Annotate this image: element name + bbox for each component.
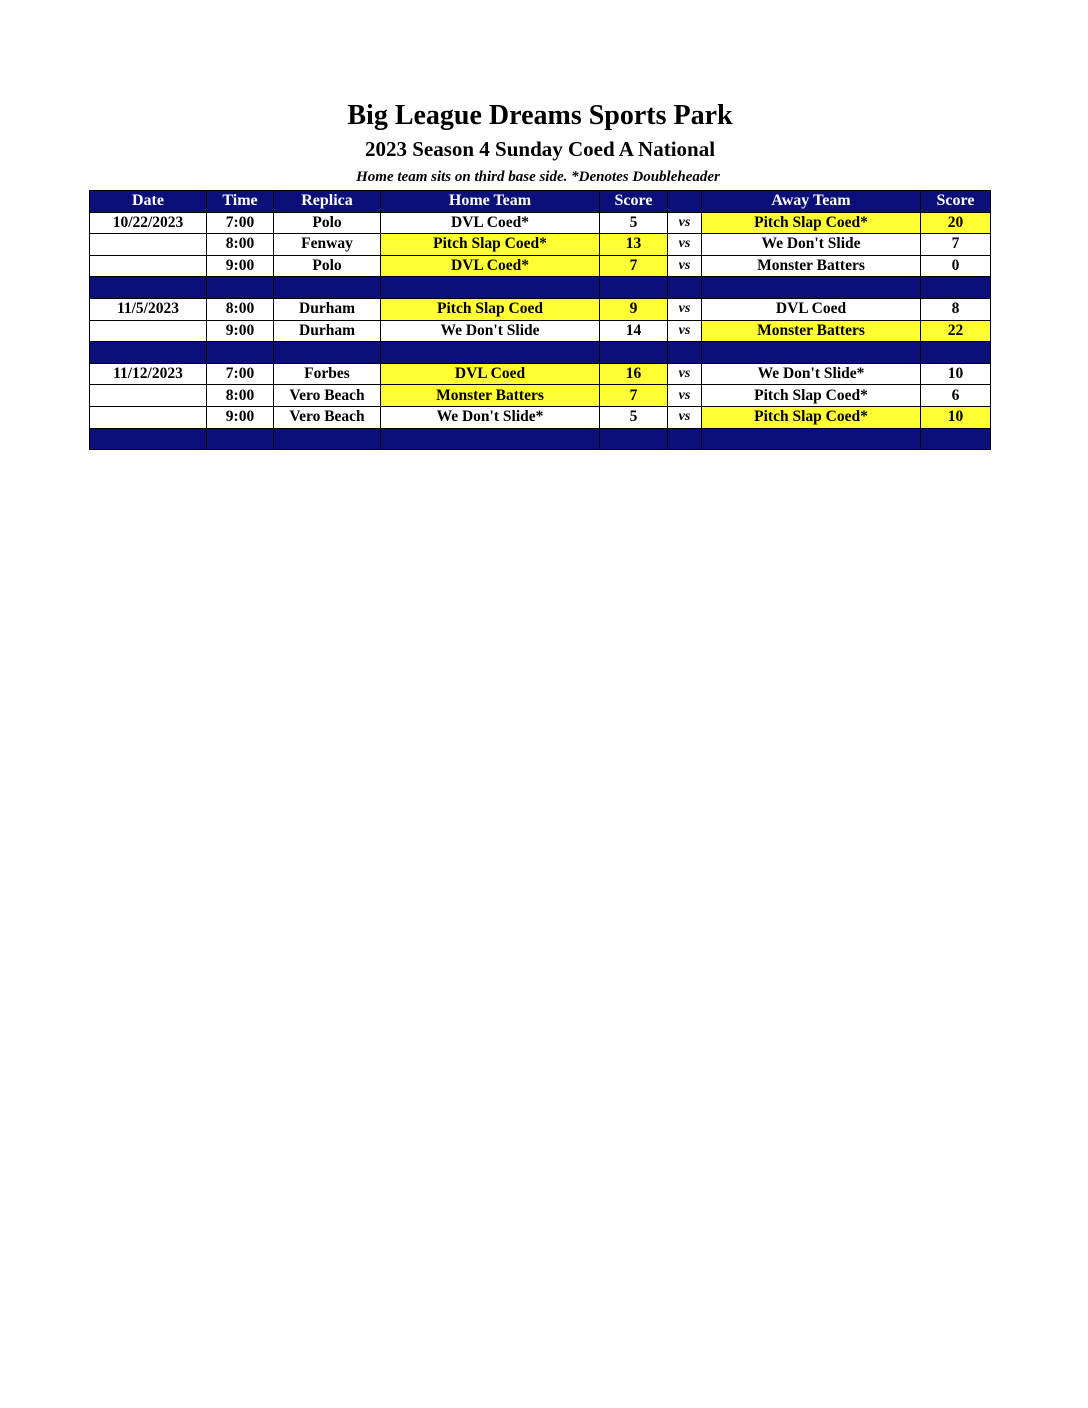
page-title: Big League Dreams Sports Park [347, 100, 733, 131]
home-score-cell: 13 [600, 234, 668, 256]
column-header-away-score: Score [921, 191, 991, 213]
away-team-cell: Monster Batters [702, 320, 921, 342]
home-team-cell: Monster Batters [381, 385, 600, 407]
time-cell: 9:00 [207, 255, 274, 277]
replica-cell: Vero Beach [274, 406, 381, 428]
home-team-cell: DVL Coed* [381, 212, 600, 234]
group-separator-row [90, 277, 991, 299]
separator-cell [600, 428, 668, 450]
vs-cell: vs [668, 255, 702, 277]
separator-cell [381, 342, 600, 364]
time-cell: 9:00 [207, 320, 274, 342]
replica-cell: Durham [274, 298, 381, 320]
replica-cell: Fenway [274, 234, 381, 256]
separator-cell [600, 342, 668, 364]
away-team-cell: We Don't Slide [702, 234, 921, 256]
home-score-cell: 9 [600, 298, 668, 320]
time-cell: 8:00 [207, 234, 274, 256]
away-team-cell: Pitch Slap Coed* [702, 385, 921, 407]
separator-cell [90, 428, 207, 450]
table-row [90, 234, 991, 256]
separator-cell [207, 428, 274, 450]
date-cell: 11/5/2023 [90, 298, 207, 320]
replica-cell: Polo [274, 212, 381, 234]
separator-cell [207, 277, 274, 299]
separator-cell [702, 428, 921, 450]
time-cell: 8:00 [207, 385, 274, 407]
table-row [90, 385, 991, 407]
table-row [90, 212, 991, 234]
date-cell: 10/22/2023 [90, 212, 207, 234]
home-team-cell: We Don't Slide [381, 320, 600, 342]
replica-cell: Forbes [274, 363, 381, 385]
away-score-cell: 8 [921, 298, 991, 320]
vs-cell: vs [668, 212, 702, 234]
separator-cell [668, 428, 702, 450]
separator-cell [274, 277, 381, 299]
table-row [90, 406, 991, 428]
away-score-cell: 0 [921, 255, 991, 277]
separator-cell [381, 277, 600, 299]
away-team-cell: We Don't Slide* [702, 363, 921, 385]
time-cell: 9:00 [207, 406, 274, 428]
vs-cell: vs [668, 320, 702, 342]
table-row [90, 298, 991, 320]
replica-cell: Polo [274, 255, 381, 277]
vs-cell: vs [668, 385, 702, 407]
vs-cell: vs [668, 234, 702, 256]
home-score-cell: 7 [600, 385, 668, 407]
away-score-cell: 7 [921, 234, 991, 256]
column-header-replica: Replica [274, 191, 381, 213]
separator-cell [274, 342, 381, 364]
home-score-cell: 5 [600, 212, 668, 234]
page-subtitle: 2023 Season 4 Sunday Coed A National [364, 137, 716, 161]
away-team-cell: Pitch Slap Coed* [702, 406, 921, 428]
away-team-cell: Monster Batters [702, 255, 921, 277]
vs-cell: vs [668, 298, 702, 320]
column-header-date: Date [90, 191, 207, 213]
table-row [90, 255, 991, 277]
table-header-row [90, 191, 991, 213]
separator-cell [668, 277, 702, 299]
separator-cell [90, 342, 207, 364]
home-team-cell: DVL Coed* [381, 255, 600, 277]
group-separator-row [90, 428, 991, 450]
vs-cell: vs [668, 406, 702, 428]
home-score-cell: 5 [600, 406, 668, 428]
date-cell [90, 255, 207, 277]
separator-cell [600, 277, 668, 299]
separator-cell [668, 342, 702, 364]
separator-cell [921, 342, 991, 364]
time-cell: 8:00 [207, 298, 274, 320]
separator-cell [381, 428, 600, 450]
schedule-body [90, 212, 991, 450]
date-cell [90, 234, 207, 256]
separator-cell [207, 342, 274, 364]
home-score-cell: 7 [600, 255, 668, 277]
date-cell [90, 385, 207, 407]
home-score-cell: 14 [600, 320, 668, 342]
replica-cell: Vero Beach [274, 385, 381, 407]
table-row [90, 363, 991, 385]
separator-cell [921, 428, 991, 450]
column-header-away-team: Away Team [702, 191, 921, 213]
away-score-cell: 10 [921, 406, 991, 428]
date-cell [90, 320, 207, 342]
away-team-cell: Pitch Slap Coed* [702, 212, 921, 234]
away-score-cell: 22 [921, 320, 991, 342]
separator-cell [702, 277, 921, 299]
away-score-cell: 10 [921, 363, 991, 385]
time-cell: 7:00 [207, 363, 274, 385]
home-score-cell: 16 [600, 363, 668, 385]
home-team-cell: Pitch Slap Coed* [381, 234, 600, 256]
separator-cell [274, 428, 381, 450]
date-cell [90, 406, 207, 428]
separator-cell [90, 277, 207, 299]
separator-cell [702, 342, 921, 364]
replica-cell: Durham [274, 320, 381, 342]
away-score-cell: 6 [921, 385, 991, 407]
away-score-cell: 20 [921, 212, 991, 234]
away-team-cell: DVL Coed [702, 298, 921, 320]
schedule-table [89, 190, 991, 450]
group-separator-row [90, 342, 991, 364]
home-team-cell: We Don't Slide* [381, 406, 600, 428]
date-cell: 11/12/2023 [90, 363, 207, 385]
home-team-cell: DVL Coed [381, 363, 600, 385]
time-cell: 7:00 [207, 212, 274, 234]
column-header-home-score: Score [600, 191, 668, 213]
separator-cell [921, 277, 991, 299]
column-header-home-team: Home Team [381, 191, 600, 213]
schedule-note: Home team sits on third base side. *Denotes Doubleheader [356, 169, 720, 185]
column-header-vs [668, 191, 702, 213]
table-row [90, 320, 991, 342]
home-team-cell: Pitch Slap Coed [381, 298, 600, 320]
vs-cell: vs [668, 363, 702, 385]
column-header-time: Time [207, 191, 274, 213]
